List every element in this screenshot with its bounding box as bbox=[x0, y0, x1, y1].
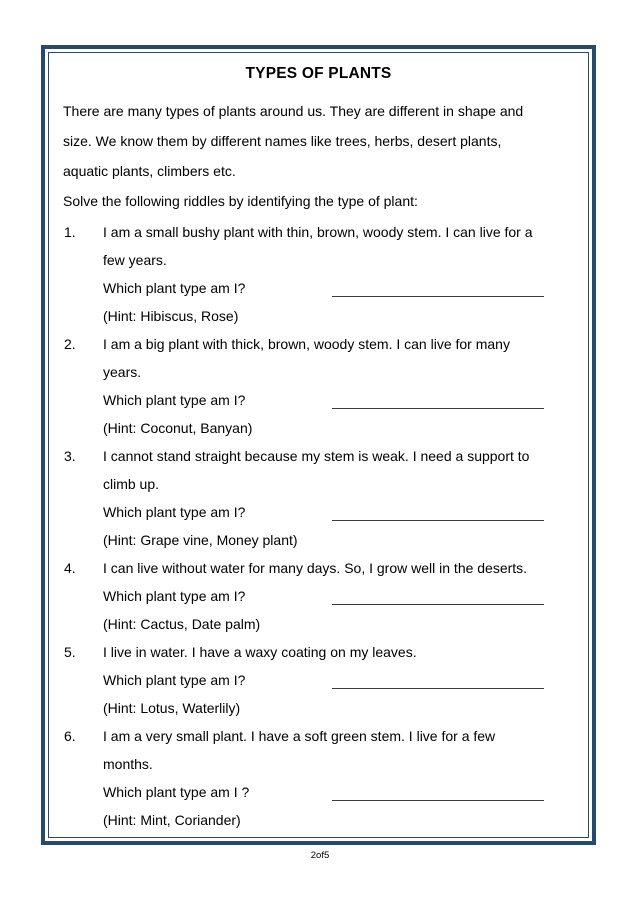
worksheet-border-inner bbox=[48, 52, 589, 838]
riddle-statement bbox=[103, 722, 574, 778]
riddle-statement-line: I am a small bushy plant with thin, brown, woody stem. I can live for a bbox=[103, 224, 533, 240]
riddle-hint: (Hint: Coconut, Banyan) bbox=[103, 420, 253, 436]
riddle-hint: (Hint: Cactus, Date palm) bbox=[103, 616, 261, 632]
answer-question-label: Which plant type am I? bbox=[103, 588, 246, 604]
riddle-number: 2. bbox=[64, 336, 76, 352]
list-item bbox=[63, 442, 574, 554]
riddle-number: 1. bbox=[64, 224, 76, 240]
riddle-statement-line: I can live without water for many days. So, I grow well in the deserts. bbox=[103, 560, 528, 576]
answer-input[interactable] bbox=[332, 407, 544, 409]
answer-row bbox=[103, 666, 574, 694]
answer-input[interactable] bbox=[332, 295, 544, 297]
riddle-hint: (Hint: Lotus, Waterlily) bbox=[103, 700, 241, 716]
riddle-statement-line: months. bbox=[103, 756, 153, 772]
answer-question-label: Which plant type am I? bbox=[103, 280, 246, 296]
worksheet-content bbox=[49, 53, 588, 837]
riddle-statement-line: I am a big plant with thick, brown, woody stem. I can live for many bbox=[103, 336, 510, 352]
riddle-statement-line: I am a very small plant. I have a soft green stem. I live for a few bbox=[103, 728, 496, 744]
instruction-text: Solve the following riddles by identifying the type of plant: bbox=[63, 193, 418, 209]
answer-row bbox=[103, 498, 574, 526]
answer-question-label: Which plant type am I ? bbox=[103, 784, 250, 800]
intro-line: aquatic plants, climbers etc. bbox=[63, 163, 236, 179]
intro-line: There are many types of plants around us. They are different in shape and bbox=[63, 103, 524, 119]
answer-row bbox=[103, 582, 574, 610]
riddle-hint: (Hint: Grape vine, Money plant) bbox=[103, 532, 298, 548]
answer-row bbox=[103, 386, 574, 414]
riddle-number: 5. bbox=[64, 644, 76, 660]
answer-input[interactable] bbox=[332, 799, 544, 801]
answer-question-label: Which plant type am I? bbox=[103, 672, 246, 688]
page-title: TYPES OF PLANTS bbox=[245, 65, 392, 82]
riddle-number: 3. bbox=[64, 448, 76, 464]
page-number-footer: 2of5 bbox=[310, 850, 330, 861]
riddle-hint: (Hint: Hibiscus, Rose) bbox=[103, 308, 239, 324]
list-item bbox=[63, 554, 574, 638]
answer-question-label: Which plant type am I? bbox=[103, 392, 246, 408]
riddle-statement bbox=[103, 218, 574, 274]
riddle-number: 4. bbox=[64, 560, 76, 576]
answer-row bbox=[103, 274, 574, 302]
riddle-statement bbox=[103, 638, 574, 666]
riddle-hint: (Hint: Mint, Coriander) bbox=[103, 812, 241, 828]
list-item bbox=[63, 330, 574, 442]
list-item bbox=[63, 722, 574, 834]
list-item bbox=[63, 218, 574, 330]
list-item bbox=[63, 638, 574, 722]
answer-input[interactable] bbox=[332, 687, 544, 689]
riddle-statement bbox=[103, 554, 574, 582]
answer-input[interactable] bbox=[332, 519, 544, 521]
riddle-statement-line: years. bbox=[103, 364, 142, 380]
riddle-statement-line: climb up. bbox=[103, 476, 160, 492]
riddle-number: 6. bbox=[64, 728, 76, 744]
riddle-statement-line: I cannot stand straight because my stem is weak. I need a support to bbox=[103, 448, 530, 464]
riddle-list bbox=[63, 218, 574, 834]
worksheet-border-outer bbox=[41, 45, 596, 845]
answer-question-label: Which plant type am I? bbox=[103, 504, 246, 520]
answer-input[interactable] bbox=[332, 603, 544, 605]
intro-line: size. We know them by different names like trees, herbs, desert plants, bbox=[63, 133, 502, 149]
intro-paragraph bbox=[63, 96, 574, 186]
riddle-statement-line: I live in water. I have a waxy coating on my leaves. bbox=[103, 644, 417, 660]
riddle-statement-line: few years. bbox=[103, 252, 167, 268]
answer-row bbox=[103, 778, 574, 806]
riddle-statement bbox=[103, 330, 574, 386]
riddle-statement bbox=[103, 442, 574, 498]
